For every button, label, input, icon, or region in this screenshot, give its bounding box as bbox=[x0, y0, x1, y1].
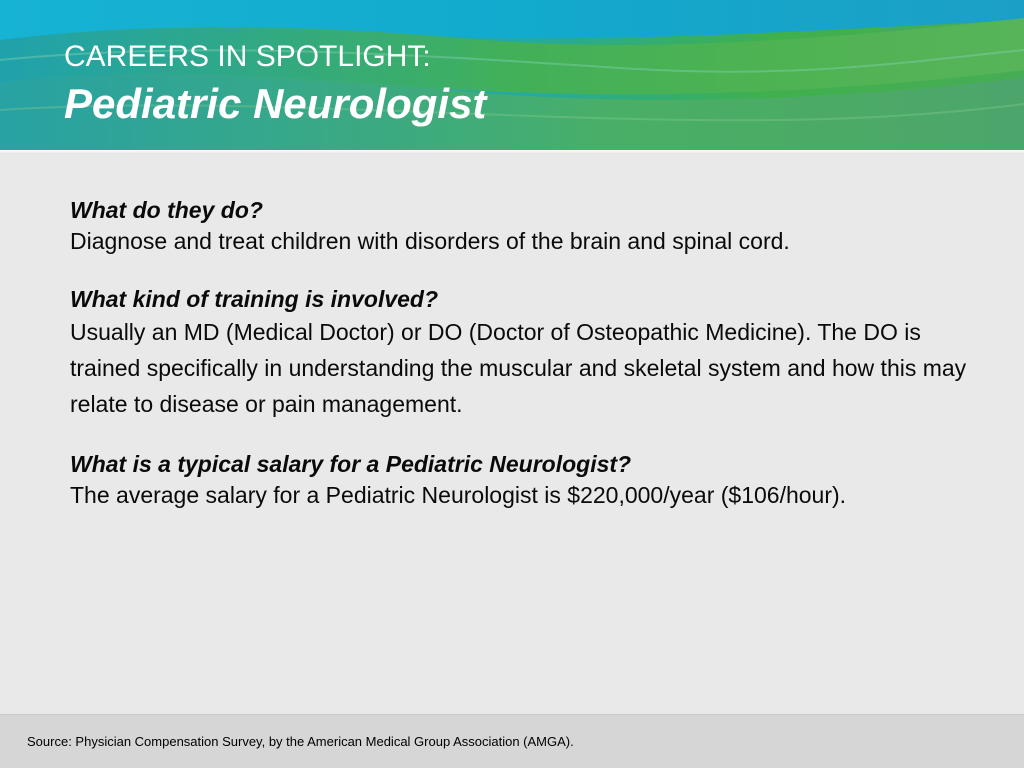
content-body bbox=[70, 195, 970, 538]
source-citation: Source: Physician Compensation Survey, by the American Medical Group Association (AMGA). bbox=[27, 734, 574, 749]
answer-text: Usually an MD (Medical Doctor) or DO (Doctor of Osteopathic Medicine). The DO is trained specifically in understanding the muscular and skeletal system and how this may relate to disease or pain management. bbox=[70, 319, 967, 417]
question-heading: What is a typical salary for a Pediatric Neurologist? bbox=[70, 451, 632, 477]
page-title: Pediatric Neurologist bbox=[64, 80, 487, 127]
answer-text: Diagnose and treat children with disorders of the brain and spinal cord. bbox=[70, 228, 790, 254]
qa-section-salary bbox=[70, 449, 970, 511]
question-heading: What kind of training is involved? bbox=[70, 286, 439, 312]
qa-section-training bbox=[70, 284, 970, 422]
title-kicker: CAREERS IN SPOTLIGHT: bbox=[64, 40, 431, 73]
header-banner bbox=[0, 0, 1024, 150]
question-heading: What do they do? bbox=[70, 197, 263, 223]
qa-section-duties bbox=[70, 195, 970, 257]
answer-text: The average salary for a Pediatric Neurologist is $220,000/year ($106/hour). bbox=[70, 482, 847, 508]
footer-bar bbox=[0, 714, 1024, 768]
header-divider bbox=[0, 150, 1024, 154]
